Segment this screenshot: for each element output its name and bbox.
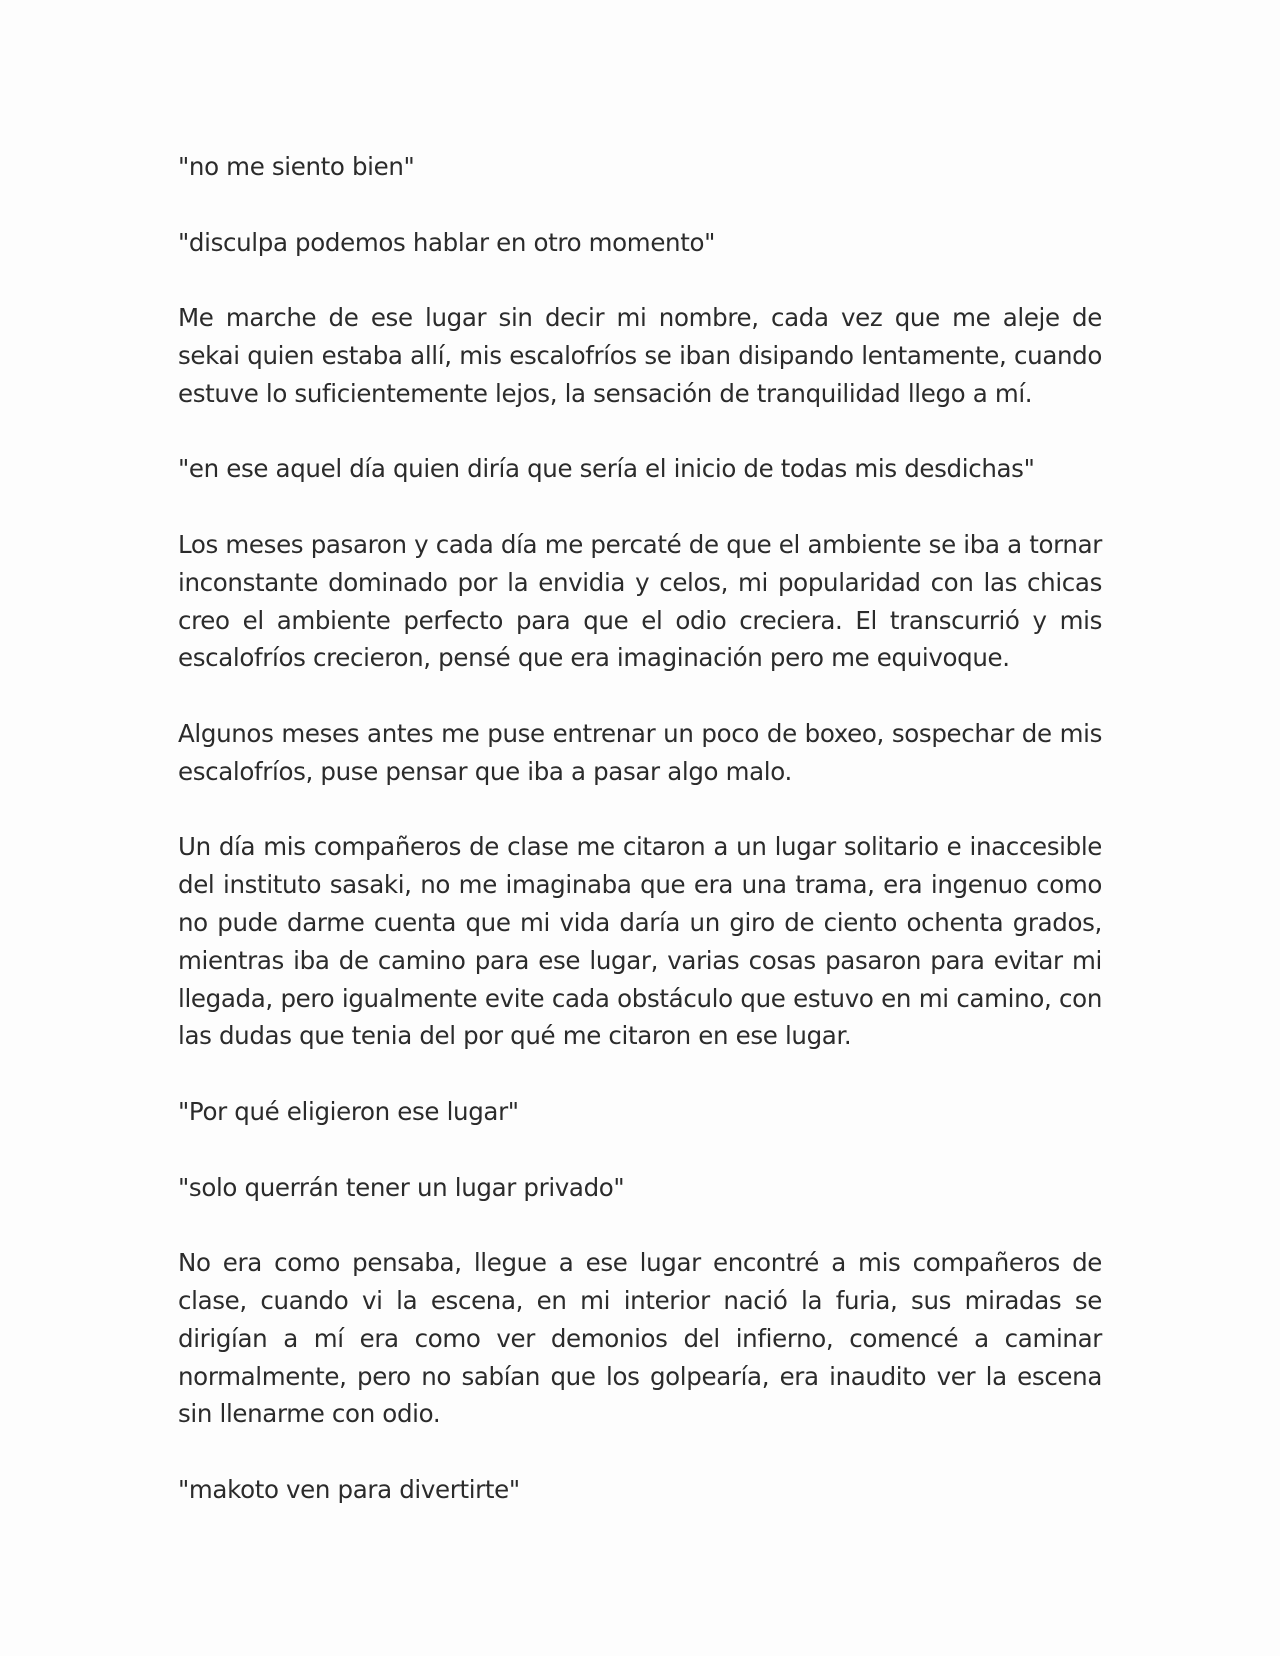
- dialogue-line: "disculpa podemos hablar en otro momento": [178, 227, 716, 257]
- dialogue-line: "makoto ven para divertirte": [178, 1474, 520, 1504]
- dialogue-line: "solo querrán tener un lugar privado": [178, 1172, 625, 1202]
- narration-paragraph: Me marche de ese lugar sin decir mi nombre, cada vez que me aleje de sekai quien estaba allí, mis escalofríos se iban disipando lentamente, cuando estuve lo suficientemente lejos, la sensación de tranquilidad llego a mí.: [178, 303, 1102, 408]
- dialogue-line: "en ese aquel día quien diría que sería el inicio de todas mis desdichas": [178, 454, 1035, 484]
- narration-paragraph: Algunos meses antes me puse entrenar un poco de boxeo, sospechar de mis escalofríos, puse pensar que iba a pasar algo malo.: [178, 718, 1102, 786]
- narration-paragraph: Un día mis compañeros de clase me citaron a un lugar solitario e inaccesible del instituto sasaki, no me imaginaba que era una trama, era ingenuo como no pude darme cuenta que mi vida daría un giro de ciento ochenta grados, mientras iba de camino para ese lugar, varias cosas pasaron para evitar mi llegada, pero igualmente evite cada obstáculo que estuvo en mi camino, con las dudas que tenia del por qué me citaron en ese lugar.: [178, 832, 1102, 1051]
- dialogue-line: "no me siento bien": [178, 152, 415, 181]
- dialogue-line: "Por qué eligieron ese lugar": [178, 1096, 519, 1126]
- narration-paragraph: No era como pensaba, llegue a ese lugar encontré a mis compañeros de clase, cuando vi la escena, en mi interior nació la furia, sus miradas se dirigían a mí era como ver demonios del infierno, comencé a caminar normalmente, pero no sabían que los golpearía, era inaudito ver la escena sin llenarme con odio.: [178, 1248, 1102, 1429]
- narration-paragraph: Los meses pasaron y cada día me percaté de que el ambiente se iba a tornar inconstante dominado por la envidia y celos, mi popularidad con las chicas creo el ambiente perfecto para que el odio creciera. El transcurrió y mis escalofríos crecieron, pensé que era imaginación pero me equivoque.: [178, 529, 1102, 673]
- document-page: [178, 148, 1102, 1509]
